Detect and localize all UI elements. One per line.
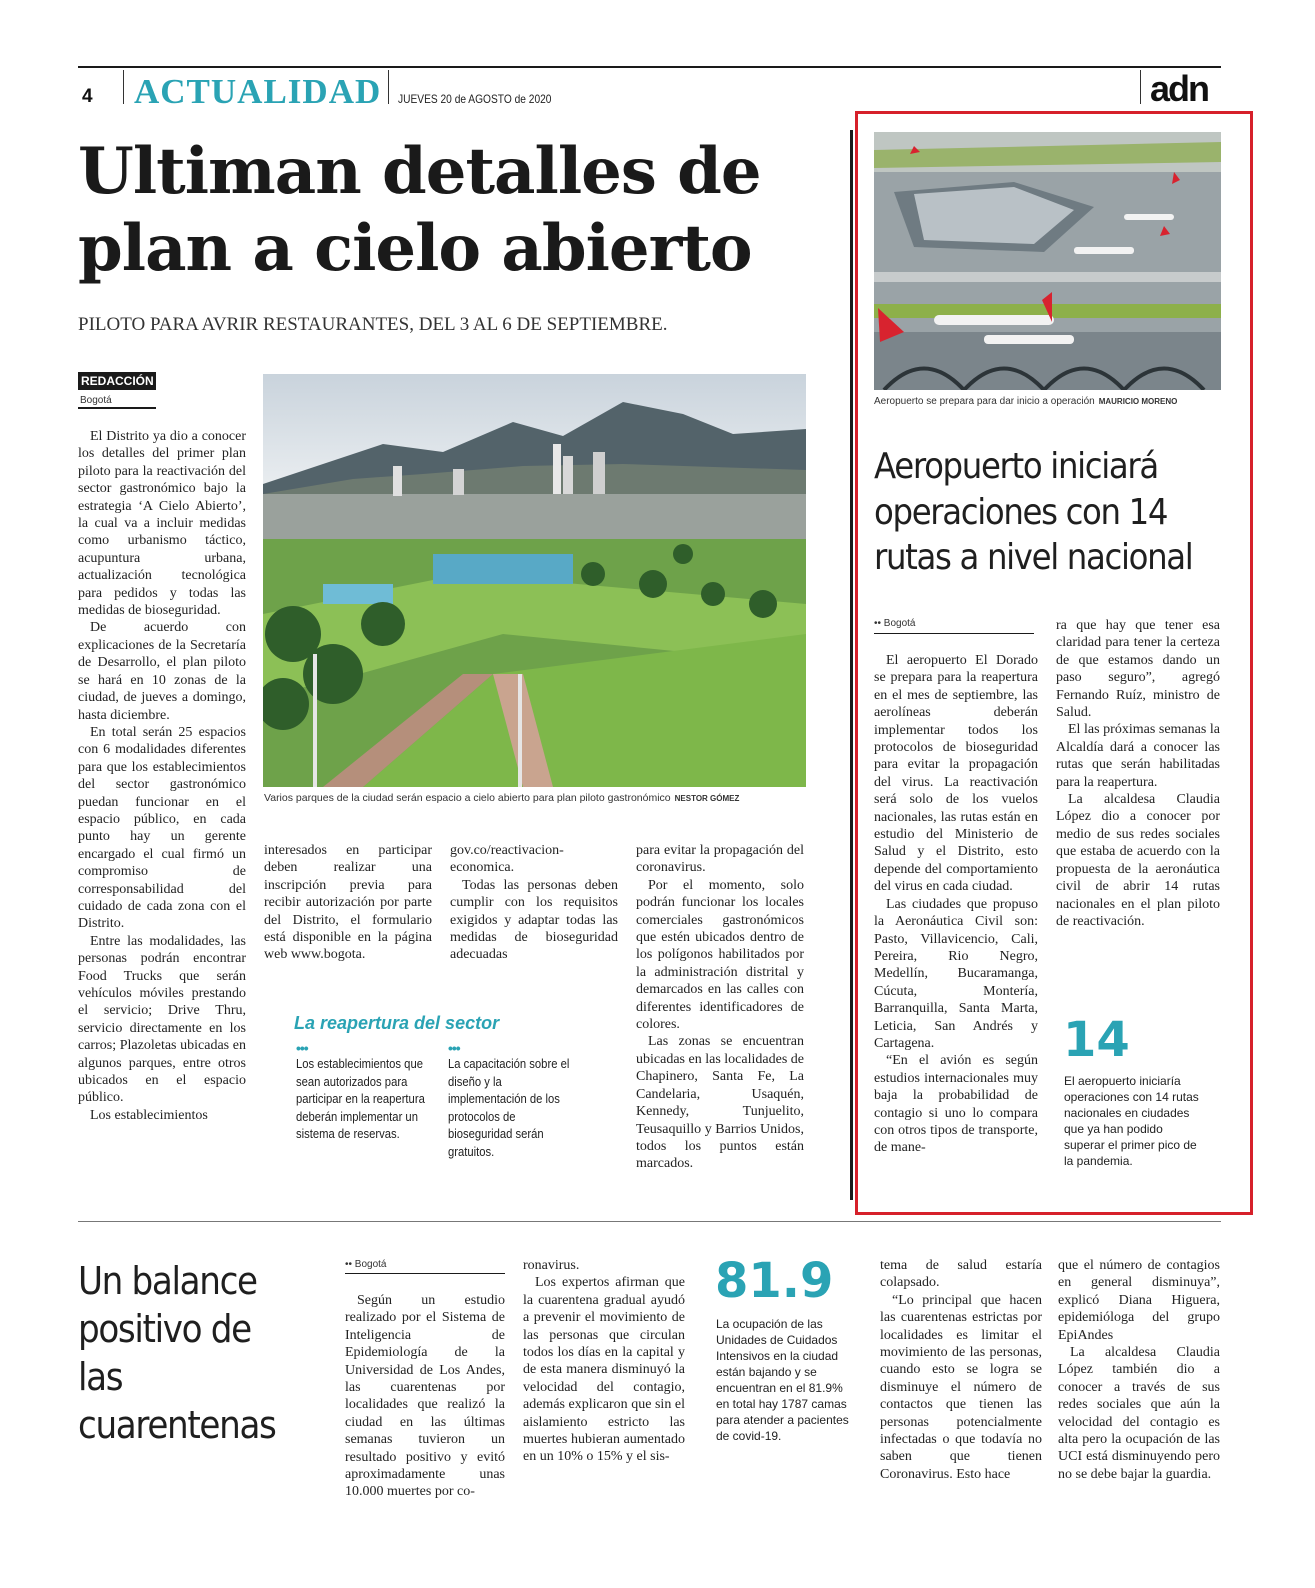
dateline-city: Bogotá: [80, 395, 112, 406]
bottom-column-3: [880, 1257, 1042, 1483]
byline: REDACCIÓN: [78, 372, 156, 390]
paragraph: Por el momento, solo podrán funcionar los locales comerciales gastronómicos que estén ubicados dentro de los polígonos habilitados por la administración distrital y demarcados en las calles con diferentes identificadores de colores.: [636, 877, 804, 1033]
main-deck: PILOTO PARA AVRIR RESTAURANTES, DEL 3 AL 6 DE SEPTIEMBRE.: [78, 314, 668, 335]
paragraph: que el número de contagios en general disminuya”, explicó Diana Higuera, epidemióloga del grupo EpiAndes: [1058, 1258, 1220, 1343]
dot-marker: ••: [345, 1259, 355, 1270]
header-divider: [1140, 70, 1141, 104]
bottom-stat-text: La ocupación de las Unidades de Cuidados Intensivos en la ciudad están bajando y se encuentran en el 81.9% en total hay 1787 camas para atender a pacientes de covid-19.: [716, 1317, 849, 1443]
caption-text: Aeropuerto se prepara para dar inicio a operación: [874, 396, 1095, 407]
dateline-rule: [345, 1273, 505, 1274]
issue-date: JUEVES 20 de AGOSTO de 2020: [398, 92, 552, 106]
paragraph: “En el avión es según estudios internacionales muy baja la probabilidad de contagio si uno lo compara con otros tipos de transporte, de mane-: [874, 1053, 1038, 1156]
paragraph: “Lo principal que hacen las cuarentenas estrictas por localidades es limitar el movimiento de las personas, cuando esto se logra se disminuye el número de contactos que tienen las personas potencialmente infectadas o que todavía no saben que tienen Coronavirus. Esto hace: [880, 1292, 1042, 1482]
bottom-headline: Un balance positivo de las cuarentenas: [78, 1259, 276, 1447]
paragraph: Según un estudio realizado por el Sistema de Inteligencia de Epidemiología de la Universidad de Los Andes, las cuarentenas por localidades que realizó la ciudad en las últimas semanas tuvieron un resultado positivo y evitó aproximadamente unas 10.000 muertes por co-: [345, 1293, 505, 1500]
paragraph: Todas las personas deben cumplir con los requisitos exigidos y adaptar todas las medidas de bioseguridad adecuadas: [450, 877, 618, 963]
bottom-column-2: [523, 1257, 685, 1466]
bottom-column-4: [1058, 1257, 1220, 1483]
paragraph: Los expertos afirman que la cuarentena gradual ayudó a prevenir el movimiento de las personas que circulan todos los días en la capital y de esta manera disminuyó la velocidad del contagio, además explicaron que sin el aislamiento estricto las muertes hubieran aumentado en un 10% o 15% y el sis-: [523, 1275, 685, 1465]
side-divider-bar: [850, 130, 853, 1200]
bottom-column-1: [345, 1292, 505, 1501]
paragraph: La alcaldesa Claudia López dio a conocer por medio de sus redes sociales que estaba de acuerdo con la propuesta de la aeronáutica civil de abrir 14 rutas nacionales en el plan piloto de reactivación.: [1056, 792, 1220, 929]
section-title: ACTUALIDAD: [134, 72, 382, 111]
photo-credit: MAURICIO MORENO: [1098, 397, 1178, 406]
paragraph: gov.co/reactivacion-economica.: [450, 843, 564, 876]
paragraph: ronavirus.: [523, 1258, 580, 1273]
caption-text: Varios parques de la ciudad serán espacio a cielo abierto para plan piloto gastronómico: [264, 792, 671, 804]
main-column-4: [636, 842, 804, 1173]
main-column-1: [78, 428, 246, 1124]
adn-logo: adn: [1150, 68, 1209, 109]
side-dateline: [874, 618, 915, 629]
side-stat-text: El aeropuerto iniciaría operaciones con 14 rutas nacionales en ciudades que ya han podido superar el primer pico de la pandemia.: [1064, 1074, 1199, 1168]
park-photo: [263, 374, 806, 787]
side-stat-value: 14: [1063, 1012, 1130, 1068]
box-title: La reapertura del sector: [294, 1013, 500, 1033]
paragraph: El Distrito ya dio a conocer los detalles del primer plan piloto para la reactivación del sector gastronómico bajo la estrategia ‘A Cielo Abierto’, la cual va a incluir medidas como urbanismo táctico, acupuntura urbana, actualización tecnológica para pedidos y todas las medidas de bioseguridad.: [78, 429, 246, 619]
paragraph: Las ciudades que propuso la Aeronáutica Civil son: Pasto, Villavicencio, Cali, Pereira, Rio Negro, Medellín, Bucaramanga, Cúcuta, Montería, Barranquilla, Santa Marta, Leticia, San Andrés y Cartagena.: [874, 896, 1038, 1051]
dateline-city: Bogotá: [883, 618, 916, 629]
paragraph: La alcaldesa Claudia López también dio a conocer a través de sus redes sociales que aún la velocidad del contagio es alta pero la ocupación de las UCI está disminuyendo pero no se debe bajar la guardia.: [1058, 1345, 1220, 1482]
bottom-stat-value: 81.9: [715, 1253, 834, 1309]
bullet-dots: •••: [296, 1040, 308, 1056]
dot-marker: ••: [874, 618, 884, 629]
paragraph: Entre las modalidades, las personas podrán encontrar Food Trucks que serán vehículos móviles prestando el servicio; Drive Thru, servicio directamente en los carros; Plazoletas ubicadas en algunos parques, entre otros ubicados en el espacio público.: [78, 933, 246, 1106]
photo-credit: NESTOR GÓMEZ: [674, 794, 740, 803]
main-column-2: [264, 842, 432, 964]
park-photo-illustration: [263, 374, 806, 787]
box-bullet-2: La capacitación sobre el diseño y la implementación de los protocolos de bioseguridad serán gratuitos.: [448, 1057, 570, 1159]
main-photo-caption: [264, 792, 739, 804]
side-headline: Aeropuerto iniciará operaciones con 14 rutas a nivel nacional: [874, 446, 1193, 579]
paragraph: interesados en participar deben realizar una inscripción previa para recibir autorización por parte del Distrito, el formulario está disponible en la página web www.bogota.: [264, 843, 432, 963]
paragraph: para evitar la propagación del coronavirus.: [636, 843, 804, 876]
paragraph: El las próximas semanas la Alcaldía dará a conocer las rutas que serán habilitadas para la reapertura.: [1056, 722, 1220, 790]
airport-photo-caption: [874, 396, 1177, 407]
paragraph: tema de salud estaría colapsado.: [880, 1258, 1042, 1291]
byline-rule: [78, 407, 156, 409]
paragraph: El aeropuerto El Dorado se prepara para la reapertura en el mes de septiembre, las aerolíneas deberán implementar todos los protocolos de bioseguridad para evitar la propagación del virus. La reactivación será solo de los vuelos nacionales, las rutas están en estudio del Ministerio de Salud y el Distrito, esto depende del comportamiento del virus en cada ciudad.: [874, 653, 1038, 895]
airport-photo: [874, 132, 1221, 390]
paragraph: ra que hay que tener esa claridad para tener la certeza de que estamos dando un paso seguro”, agregó Fernando Ruíz, ministro de Salud.: [1056, 618, 1220, 721]
header-divider: [123, 70, 124, 104]
main-column-3: [450, 842, 618, 964]
bottom-dateline: [345, 1259, 386, 1270]
dateline-rule: [874, 633, 1034, 634]
side-column-2: [1056, 617, 1220, 930]
airport-photo-illustration: [874, 132, 1221, 390]
paragraph: Los establecimientos: [90, 1107, 208, 1123]
box-bullet-1: Los establecimientos que sean autorizados para participar en la reapertura deberán implementar un sistema de reservas.: [296, 1057, 425, 1141]
paragraph: Las zonas se encuentran ubicadas en las localidades de Chapinero, Santa Fe, La Candelaria, Usaquén, Kennedy, Tunjuelito, Teusaquillo y Barrios Unidos, todos los puntos están marcados.: [636, 1034, 804, 1172]
top-rule: [78, 66, 1221, 68]
side-column-1: [874, 652, 1038, 1157]
bullet-dots: •••: [448, 1040, 460, 1056]
page-number: 4: [82, 86, 93, 107]
paragraph: De acuerdo con explicaciones de la Secretaría de Desarrollo, el plan piloto se hará en 10 zonas de la ciudad, de jueves a domingo, hasta diciembre.: [78, 620, 246, 723]
main-headline: Ultiman detalles de plan a cielo abierto: [78, 134, 761, 286]
header-divider: [388, 70, 389, 104]
section-rule: [78, 1221, 1221, 1222]
paragraph: En total serán 25 espacios con 6 modalidades diferentes para que los establecimientos del sector gastronómico puedan funcionar en el espacio público, en cada punto hay un gerente encargado el cual firmó un compromiso de corresponsabilidad del cuidado de cada zona con el Distrito.: [78, 724, 246, 932]
dateline-city: Bogotá: [354, 1259, 387, 1270]
